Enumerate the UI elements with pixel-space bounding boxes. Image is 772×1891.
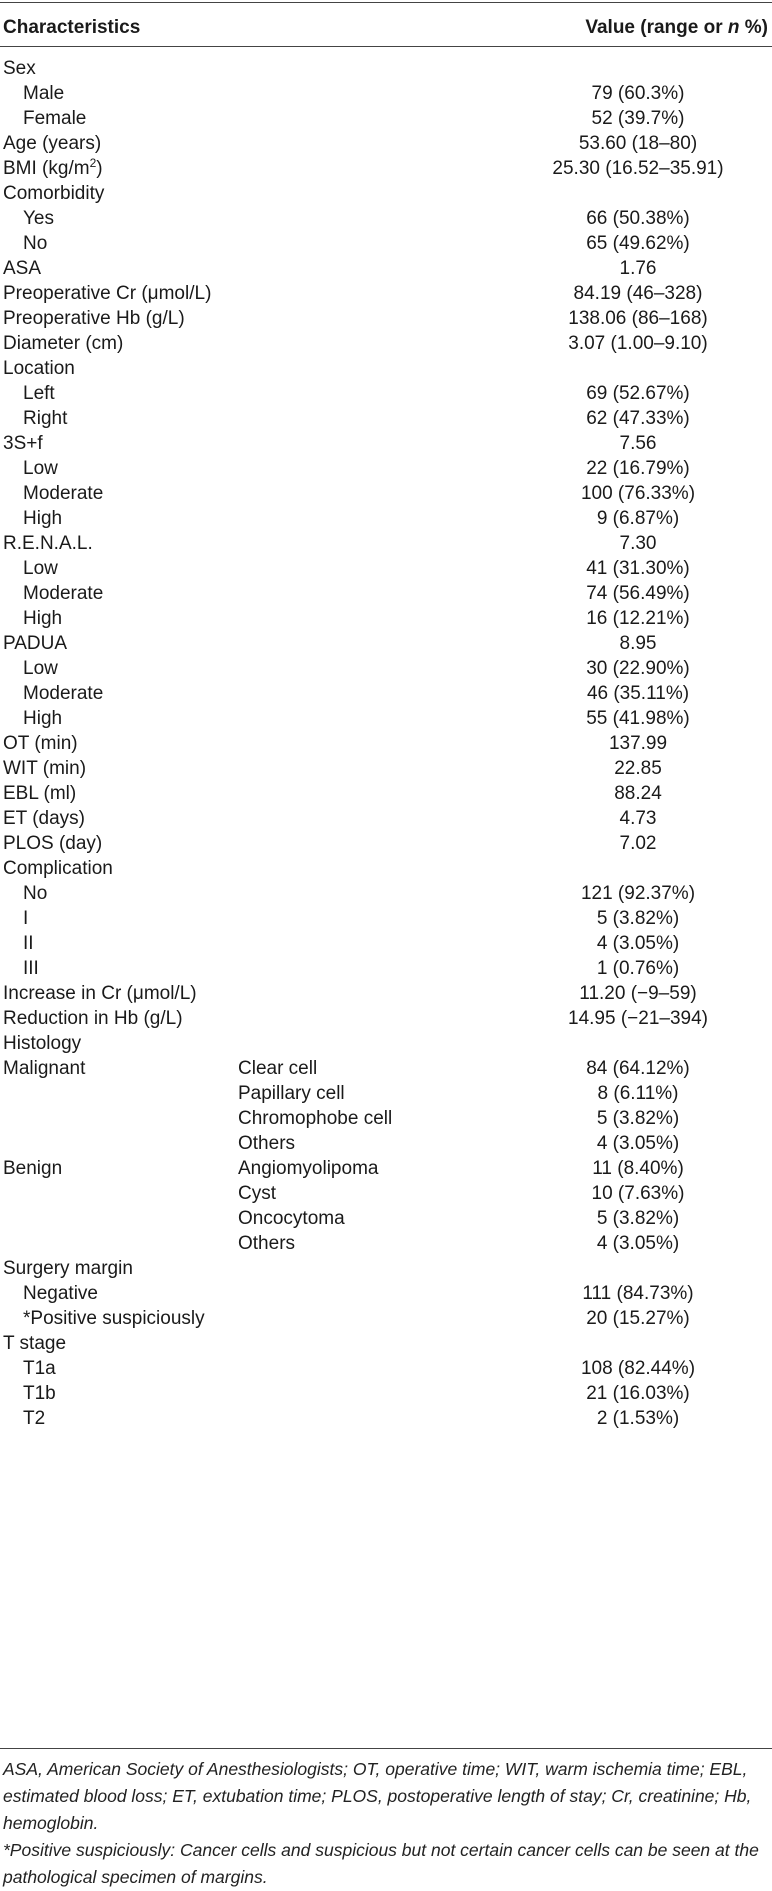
row-label: Negative xyxy=(23,1283,98,1304)
row-label: T2 xyxy=(23,1408,46,1429)
row-label: Sex xyxy=(3,58,36,79)
row-label: High xyxy=(23,608,63,629)
row-value: 30 (22.90%) xyxy=(586,658,690,679)
row-value: 7.30 xyxy=(619,533,657,554)
row-value: 79 (60.3%) xyxy=(591,83,685,104)
row-label: Preoperative Hb (g/L) xyxy=(3,308,185,329)
row-value: 21 (16.03%) xyxy=(586,1383,690,1404)
row-value: 5 (3.82%) xyxy=(596,908,680,929)
row-value: 4 (3.05%) xyxy=(596,1133,680,1154)
table-row xyxy=(0,1404,772,1434)
row-label: 3S+f xyxy=(3,433,43,454)
table-footnotes xyxy=(3,1756,769,1891)
row-label: Histology xyxy=(3,1033,82,1054)
row-label: Female xyxy=(23,108,87,129)
row-value: 46 (35.11%) xyxy=(586,683,690,704)
row-label: High xyxy=(23,708,63,729)
row-label: WIT (min) xyxy=(3,758,87,779)
row-value: 108 (82.44%) xyxy=(580,1358,696,1379)
row-value: 7.02 xyxy=(619,833,657,854)
row-label: PLOS (day) xyxy=(3,833,103,854)
row-value: 100 (76.33%) xyxy=(580,483,696,504)
row-value: 5 (3.82%) xyxy=(596,1208,680,1229)
row-label: T stage xyxy=(3,1333,67,1354)
row-value: 52 (39.7%) xyxy=(591,108,685,129)
row-label: R.E.N.A.L. xyxy=(3,533,93,554)
row-label: T1b xyxy=(23,1383,56,1404)
row-label: Complication xyxy=(3,858,113,879)
row-label: ASA xyxy=(3,258,42,279)
row-value: 74 (56.49%) xyxy=(586,583,690,604)
row-value: 138.06 (86–168) xyxy=(568,308,708,329)
row-label: No xyxy=(23,233,48,254)
row-value: 9 (6.87%) xyxy=(596,508,680,529)
row-label: III xyxy=(23,958,39,979)
row-label: II xyxy=(23,933,34,954)
row-value: 11.20 (−9–59) xyxy=(579,983,697,1004)
row-value: 4 (3.05%) xyxy=(596,1233,680,1254)
row-value: 8.95 xyxy=(619,633,657,654)
row-sublabel: Cyst xyxy=(238,1183,276,1204)
row-sublabel: Others xyxy=(238,1233,296,1254)
row-label: Low xyxy=(23,558,58,579)
row-value: 3.07 (1.00–9.10) xyxy=(568,333,708,354)
row-value: 111 (84.73%) xyxy=(582,1283,694,1304)
row-label: High xyxy=(23,508,63,529)
row-label: Moderate xyxy=(23,683,104,704)
row-sublabel: Angiomyolipoma xyxy=(238,1158,379,1179)
row-label: Yes xyxy=(23,208,54,229)
row-value: 1 (0.76%) xyxy=(596,958,680,979)
row-label: EBL (ml) xyxy=(3,783,77,804)
row-sublabel: Oncocytoma xyxy=(238,1208,345,1229)
row-value: 5 (3.82%) xyxy=(596,1108,680,1129)
row-sublabel: Chromophobe cell xyxy=(238,1108,393,1129)
row-label: I xyxy=(23,908,29,929)
header-value: Value (range or n %) xyxy=(585,17,768,38)
footnote-asterisk: *Positive suspiciously: Cancer cells and suspicious but not certain cancer cells can be seen at the pathological specimen of margins. xyxy=(3,1840,759,1887)
table-header xyxy=(0,8,772,48)
row-label: *Positive suspiciously xyxy=(23,1308,205,1329)
row-value: 65 (49.62%) xyxy=(586,233,690,254)
row-value: 16 (12.21%) xyxy=(586,608,690,629)
row-value: 4 (3.05%) xyxy=(596,933,680,954)
row-value: 2 (1.53%) xyxy=(596,1408,680,1429)
row-value: 8 (6.11%) xyxy=(597,1083,679,1104)
row-label: Preoperative Cr (μmol/L) xyxy=(3,283,212,304)
row-value: 20 (15.27%) xyxy=(586,1308,690,1329)
row-label: No xyxy=(23,883,48,904)
row-value: 121 (92.37%) xyxy=(580,883,696,904)
row-value: 25.30 (16.52–35.91) xyxy=(552,158,724,179)
row-value: 1.76 xyxy=(619,258,657,279)
row-sublabel: Papillary cell xyxy=(238,1083,345,1104)
row-label: OT (min) xyxy=(3,733,78,754)
row-value: 4.73 xyxy=(619,808,657,829)
row-value: 41 (31.30%) xyxy=(586,558,690,579)
row-label: Moderate xyxy=(23,483,104,504)
row-label: Right xyxy=(23,408,68,429)
row-value: 53.60 (18–80) xyxy=(578,133,698,154)
bottom-rule xyxy=(0,1748,772,1749)
row-value: 137.99 xyxy=(608,733,668,754)
row-value: 11 (8.40%) xyxy=(592,1158,684,1179)
row-label: Comorbidity xyxy=(3,183,105,204)
row-value: 69 (52.67%) xyxy=(586,383,690,404)
row-value: 88.24 xyxy=(614,783,662,804)
row-value: 66 (50.38%) xyxy=(586,208,690,229)
row-value: 22 (16.79%) xyxy=(586,458,690,479)
row-label: T1a xyxy=(23,1358,56,1379)
row-value: 7.56 xyxy=(619,433,657,454)
row-label: Benign xyxy=(3,1158,63,1179)
row-label: PADUA xyxy=(3,633,68,654)
row-label: Surgery margin xyxy=(3,1258,133,1279)
row-label: Moderate xyxy=(23,583,104,604)
row-label: Low xyxy=(23,458,58,479)
row-label: Reduction in Hb (g/L) xyxy=(3,1008,183,1029)
row-value: 62 (47.33%) xyxy=(586,408,690,429)
row-label: Male xyxy=(23,83,65,104)
row-label: ET (days) xyxy=(3,808,86,829)
row-sublabel: Others xyxy=(238,1133,296,1154)
row-value: 55 (41.98%) xyxy=(586,708,690,729)
row-value: 14.95 (−21–394) xyxy=(568,1008,708,1029)
row-label: Low xyxy=(23,658,58,679)
row-label: Location xyxy=(3,358,75,379)
row-label: Increase in Cr (μmol/L) xyxy=(3,983,197,1004)
row-sublabel: Clear cell xyxy=(238,1058,318,1079)
row-value: 22.85 xyxy=(614,758,662,779)
row-value: 84.19 (46–328) xyxy=(573,283,703,304)
header-characteristics: Characteristics xyxy=(3,17,141,38)
row-label: Malignant xyxy=(3,1058,86,1079)
row-label: BMI $(kg/m^2)$ xyxy=(3,156,103,179)
header-rule xyxy=(0,46,772,47)
row-value: 84 (64.12%) xyxy=(586,1058,690,1079)
row-label: Left xyxy=(23,383,55,404)
footnote-abbreviations: ASA, American Society of Anesthesiologists; OT, operative time; WIT, warm ischemia time; EBL, estimated blood loss; ET, extubation time; PLOS, postoperative length of stay; Cr, creatinine; Hb, hemoglobin. xyxy=(3,1759,752,1833)
row-label: Age (years) xyxy=(3,133,102,154)
row-value: 10 (7.63%) xyxy=(591,1183,685,1204)
row-label: Diameter (cm) xyxy=(3,333,124,354)
top-rule xyxy=(0,2,772,3)
